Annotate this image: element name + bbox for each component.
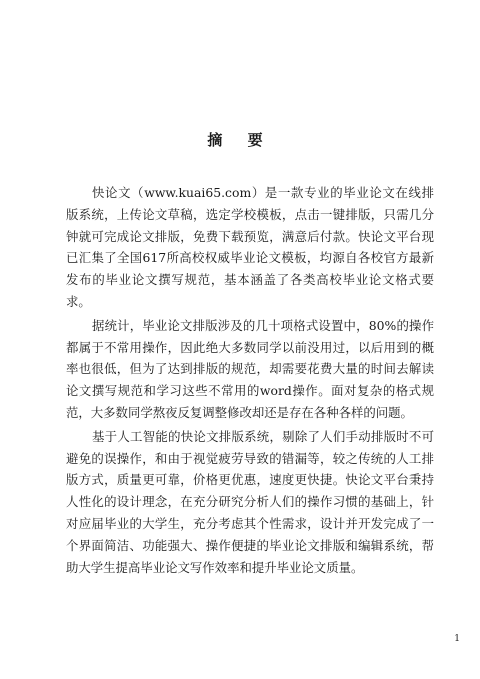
abstract-paragraph-1: 快论文（www.kuai65.com）是一款专业的毕业论文在线排版系统，上传论文草稿，选定学校模板，点击一键排版，只需几分钟就可完成论文排版，免费下载预览，满意后付款。快论文平台现已汇集了全国617所高校权威毕业论文模板，均源自各校官方最新发布的毕业论文撰写规范，基本涵盖了各类高校毕业论文格式要求。 bbox=[66, 185, 434, 309]
page-title: 摘 要 bbox=[207, 131, 273, 149]
page-number: 1 bbox=[454, 634, 460, 644]
abstract-paragraph-2: 据统计，毕业论文排版涉及的几十项格式设置中，80%的操作都属于不常用操作，因此绝大多数同学以前没用过，以后用到的概率也很低，但为了达到排版的规范，却需要花费大量的时间去解读论文撰写规范和学习这些不常用的word操作。面对复杂的格式规范，大多数同学熬夜反复调整修改却还是存在各种各样的问题。 bbox=[66, 317, 434, 420]
abstract-paragraph-3: 基于人工智能的快论文排版系统，剔除了人们手动排版时不可避免的误操作，和由于视觉疲劳导致的错漏等，较之传统的人工排版方式，质量更可靠，价格更优惠，速度更快捷。快论文平台秉持人性化的设计理念，在充分研究分析人们的操作习惯的基础上，针对应届毕业的大学生，充分考虑其个性需求，设计并开发完成了一个界面简洁、功能强大、操作便捷的毕业论文排版和编辑系统，帮助大学生提高毕业论文写作效率和提升毕业论文质量。 bbox=[66, 428, 434, 575]
abstract-body bbox=[66, 182, 434, 578]
